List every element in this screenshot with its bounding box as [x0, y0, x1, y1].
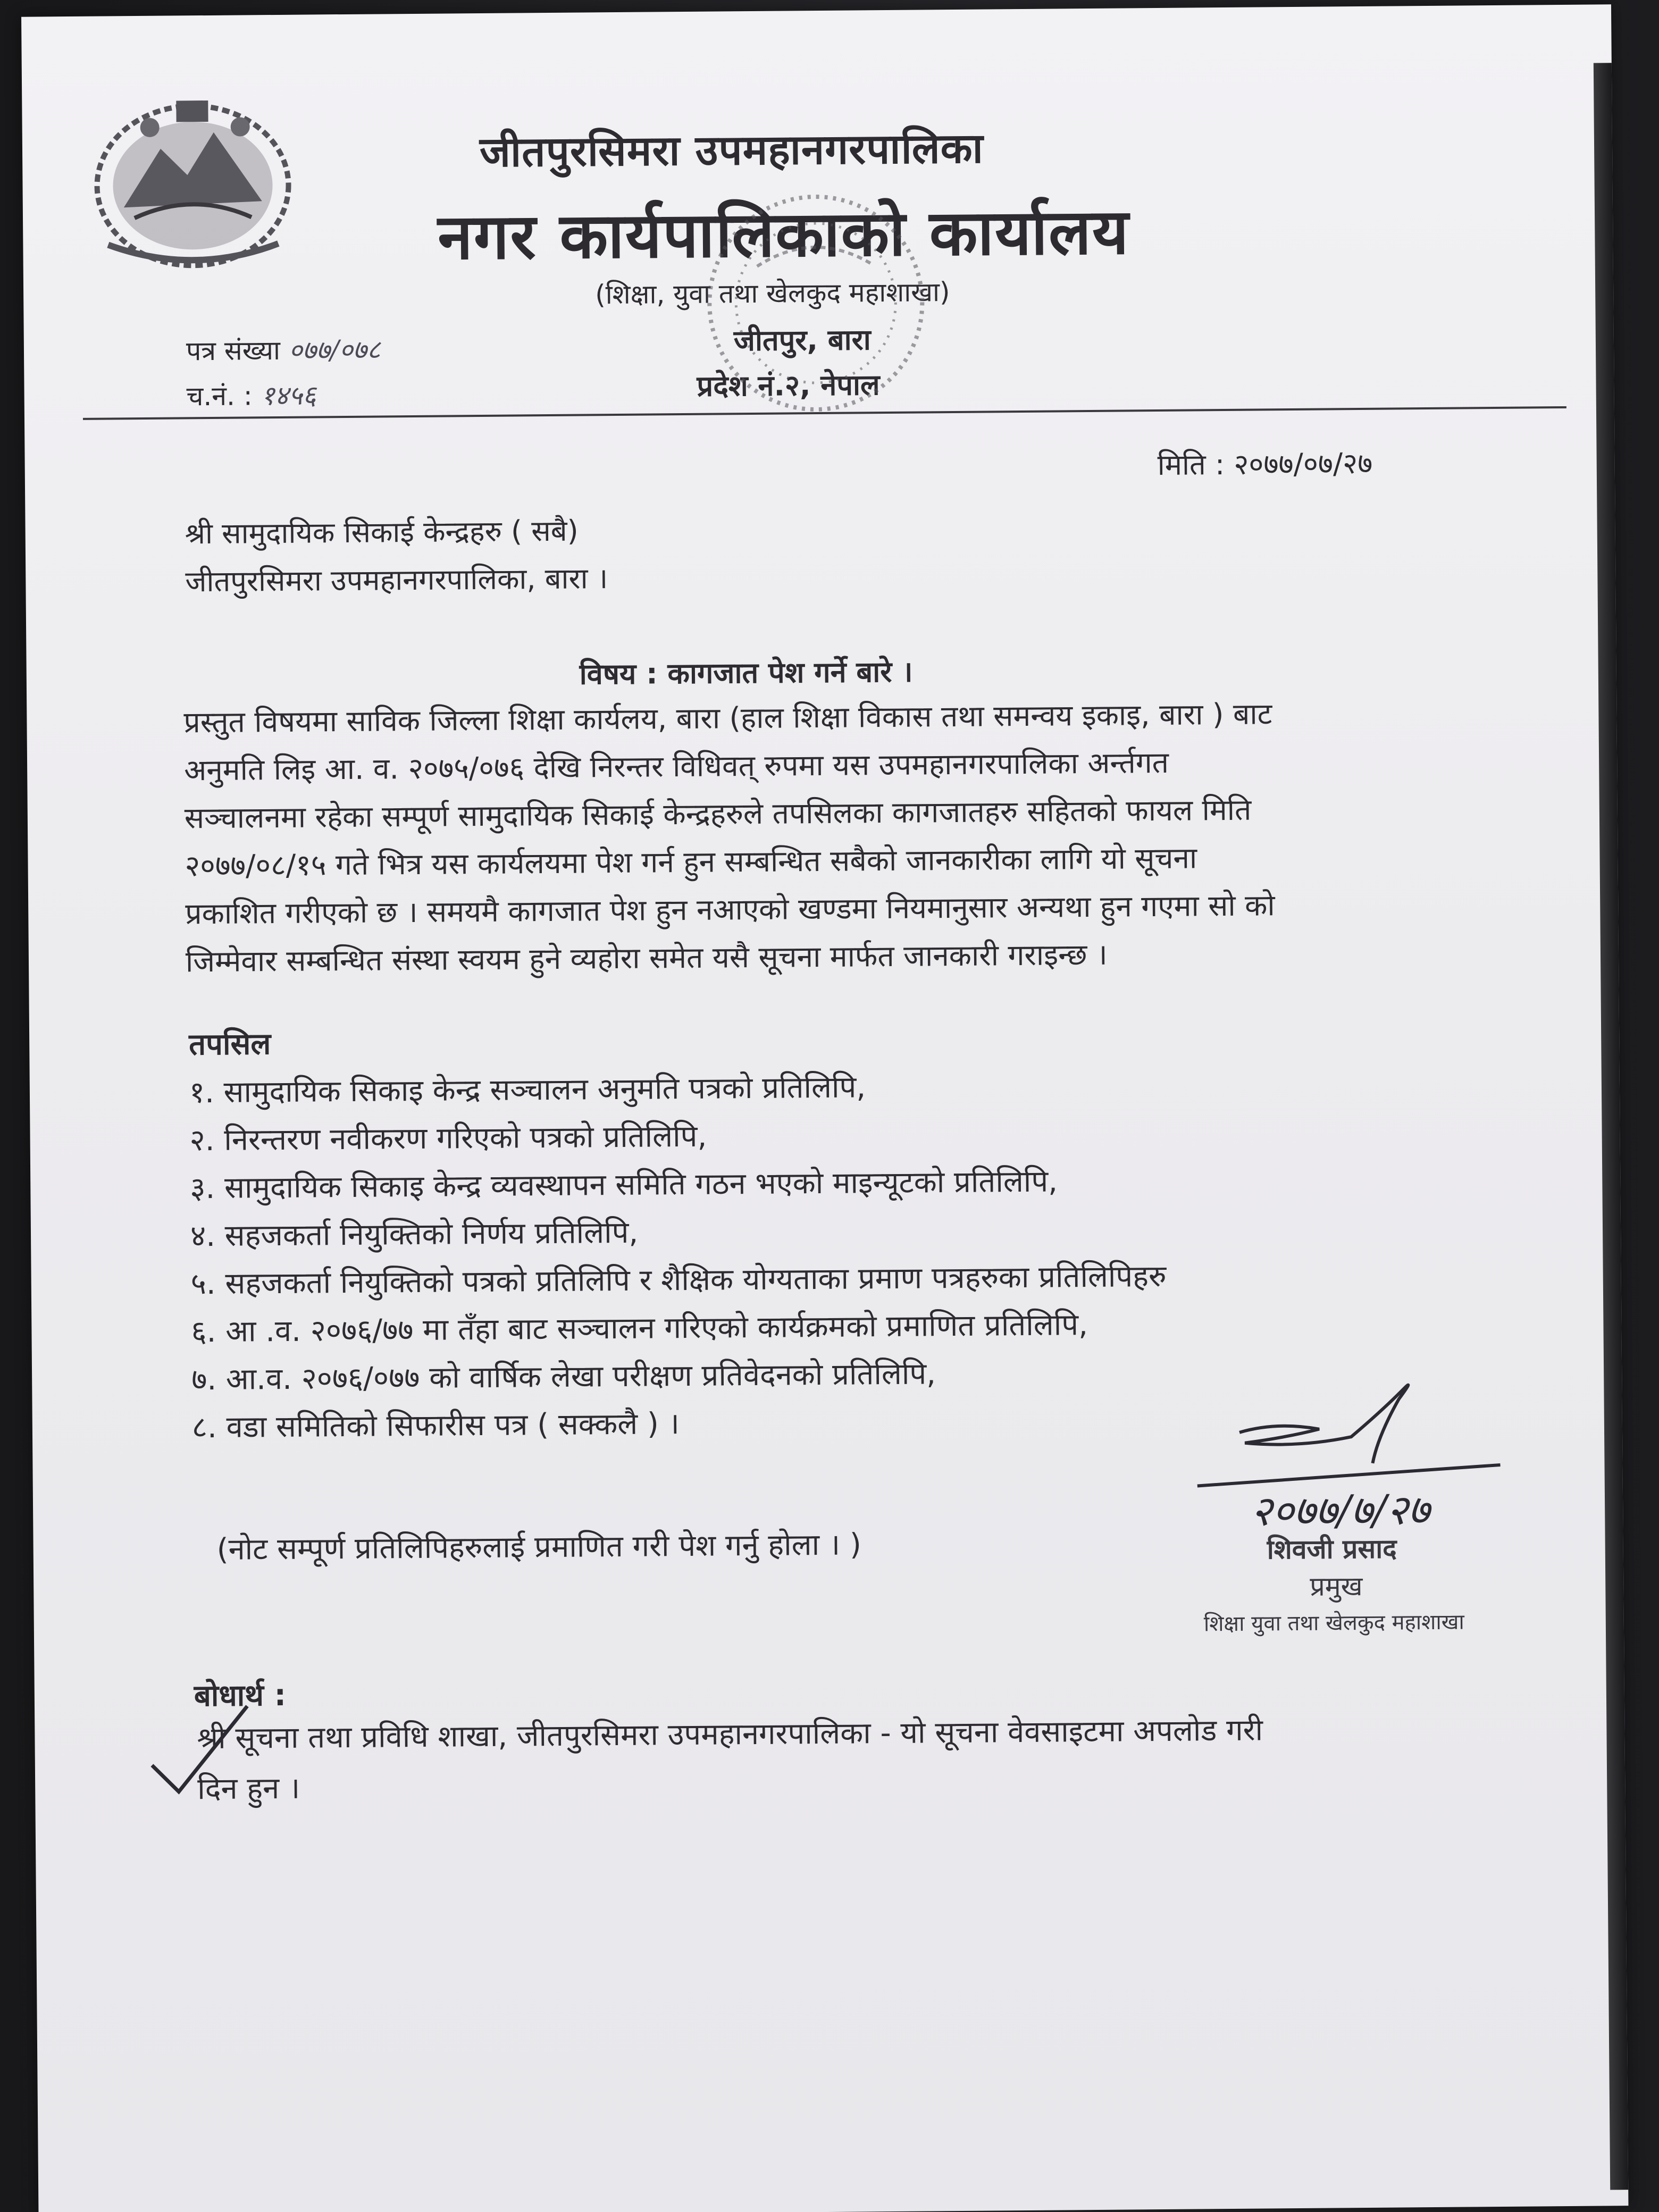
municipality-name: जीतपुरसिमरा उपमहानगरपालिका [479, 124, 984, 177]
signatory-branch: शिक्षा युवा तथा खेलकुद महाशाखा [1203, 1610, 1464, 1637]
list-item: ८. वडा समितिको सिफारीस पत्र ( सक्कलै ) । [191, 1406, 680, 1445]
letter-page [21, 4, 1628, 2212]
dispatch-number-label: च.नं. : [186, 380, 253, 412]
list-item: ५. सहजकर्ता नियुक्तिको पत्रको प्रतिलिपि र शैक्षिक योग्यताका प्रमाण पत्रहरुका प्रतिलिपिहरु [190, 1259, 1167, 1302]
page-edge-shadow [1594, 63, 1628, 2190]
office-location: जीतपुर, बारा [733, 323, 871, 358]
addressee-line-2: जीतपुरसिमरा उपमहानगरपालिका, बारा । [185, 562, 608, 599]
body-line: सञ्चालनमा रहेका सम्पूर्ण सामुदायिक सिकाई केन्द्रहरुले तपसिलका कागजातहरु सहितको फायल मिति [184, 792, 1252, 835]
body-line: प्रकाशित गरीएको छ । समयमै कागजात पेश हुन नआएको खण्डमा नियमानुसार अन्यथा हुन गएमा सो को [185, 888, 1275, 931]
note-text: (नोट सम्पूर्ण प्रतिलिपिहरुलाई प्रमाणित गरी पेश गर्नु होला । ) [216, 1527, 862, 1567]
body-line: प्रस्तुत विषयमा साविक जिल्ला शिक्षा कार्यलय, बारा (हाल शिक्षा विकास तथा समन्वय इकाइ, बारा ) बाट [183, 697, 1272, 740]
body-line: जिम्मेवार सम्बन्धित संस्था स्वयम हुने व्यहोरा समेत यसै सूचना मार्फत जानकारी गराइन्छ । [185, 937, 1108, 979]
office-stamp-icon [692, 169, 939, 437]
letter-number-value: ०७७/०७८ [288, 334, 381, 366]
signatory-title: प्रमुख [1310, 1571, 1363, 1602]
list-item: ४. सहजकर्ता नियुक्तिको निर्णय प्रतिलिपि, [190, 1215, 639, 1254]
list-item: १. सामुदायिक सिकाइ केन्द्र सञ्चालन अनुमति पत्रको प्रतिलिपि, [189, 1070, 866, 1110]
body-line: २०७७/०८/१५ गते भित्र यस कार्यलयमा पेश गर्न हुन सम्बन्धित सबैको जानकारीका लागि यो सूचना [185, 841, 1197, 883]
list-item: ७. आ.व. २०७६/०७७ को वार्षिक लेखा परीक्षण प्रतिवेदनको प्रतिलिपि, [191, 1356, 936, 1397]
cc-line-1: श्री सूचना तथा प्रविधि शाखा, जीतपुरसिमरा उपमहानगरपालिका - यो सूचना वेवसाइटमा अपलोड गरी [197, 1713, 1263, 1756]
body-line: अनुमति लिइ आ. व. २०७५/०७६ देखि निरन्तर विधिवत् रुपमा यस उपमहानगरपालिका अर्न्तगत [183, 745, 1169, 787]
addressee-line-1: श्री सामुदायिक सिकाई केन्द्रहरु ( सबै) [185, 514, 579, 551]
office-title: नगर कार्यपालिकाको कार्यालय [437, 195, 1130, 274]
list-item: ६. आ .व. २०७६/७७ मा तँहा बाट सञ्चालन गरिएको कार्यक्रमको प्रमाणित प्रतिलिपि, [191, 1308, 1088, 1350]
letter-number-row [186, 330, 381, 368]
handwritten-signature [1180, 1377, 1564, 1550]
letter-date: मिति : २०७७/०७/२७ [1157, 446, 1373, 482]
dispatch-number-value: १४५६ [261, 380, 316, 412]
nepal-emblem-icon [86, 84, 300, 282]
division-name: (शिक्षा, युवा तथा खेलकुद महाशाखा) [594, 276, 950, 311]
letter-subject: विषय : कागजात पेश गर्ने बारे । [579, 655, 913, 691]
signatory-name: शिवजी प्रसाद [1267, 1533, 1397, 1565]
list-item: २. निरन्तरण नवीकरण गरिएको पत्रको प्रतिलिपि, [189, 1119, 707, 1158]
dispatch-number-row [186, 376, 316, 413]
letter-number-label: पत्र संख्या [186, 334, 281, 367]
details-heading: तपसिल [188, 1027, 271, 1062]
list-item: ३. सामुदायिक सिकाइ केन्द्र व्यवस्थापन समिति गठन भएको माइन्यूटको प्रतिलिपि, [190, 1164, 1058, 1206]
cc-line-2: दिन हुन । [197, 1771, 300, 1807]
cc-label: बोधार्थ : [194, 1678, 287, 1714]
signature-date: २०७७/७/२७ [1250, 1486, 1430, 1536]
province-line: प्रदेश नं.२, नेपाल [697, 368, 880, 403]
